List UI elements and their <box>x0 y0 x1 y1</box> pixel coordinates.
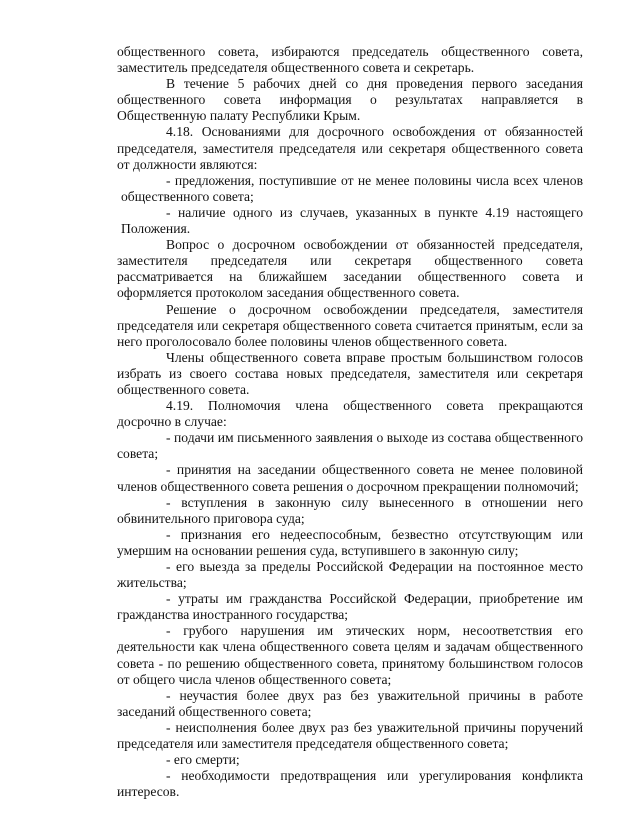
list-item: - подачи им письменного заявления о выходе из состава общественного совета; <box>117 430 583 462</box>
list-item: - неисполнения более двух раз без уважительной причины поручений председателя или заместителя председателя общественного совета; <box>117 719 583 752</box>
paragraph-section-4-19: 4.19. Полномочия члена общественного совета прекращаются досрочно в случае: <box>117 398 583 430</box>
paragraph-continuation: общественного совета, избираются председатель общественного совета, заместитель председателя общественного совета и секретарь. <box>117 44 583 76</box>
list-item: - признания его недееспособным, безвестно отсутствующим или умершим на основании решения суда, вступившего в законную силу; <box>117 526 583 558</box>
list-item: - вступления в законную силу вынесенного в отношении него обвинительного приговора суда; <box>117 494 583 526</box>
list-item: - предложения, поступившие от не менее половины числа всех членов общественного совета; <box>121 172 583 204</box>
document-page <box>117 44 583 800</box>
list-item: - необходимости предотвращения или урегулирования конфликта интересов. <box>117 768 583 800</box>
paragraph-first-meeting: В течение 5 рабочих дней со дня проведения первого заседания общественного совета информация о результатах направляется в Общественную палату Республики Крым. <box>117 76 583 124</box>
list-item: - его выезда за пределы Российской Федерации на постоянное место жительства; <box>117 559 583 591</box>
list-item: - неучастия более двух раз без уважительной причины в работе заседаний общественного совета; <box>117 687 583 719</box>
list-item: - его смерти; <box>166 752 240 768</box>
list-item: - грубого нарушения им этических норм, несоответствия его деятельности как члена общественного совета целям и задачам общественного совета - по решению общественного совета, принятому большинством голосов от общего числа членов общественного совета; <box>117 623 583 687</box>
list-item: - наличие одного из случаев, указанных в пункте 4.19 настоящего Положения. <box>121 204 583 237</box>
paragraph-release-decision: Решение о досрочном освобождении председателя, заместителя председателя или секретаря общественного совета считается принятым, если за него проголосовало более половины членов общественного совета. <box>117 301 583 349</box>
list-item: - принятия на заседании общественного совета не менее половиной членов общественного совета решения о досрочном прекращении полномочий; <box>117 462 583 494</box>
list-item: - утраты им гражданства Российской Федерации, приобретение им гражданства иностранного государства; <box>117 591 583 623</box>
paragraph-release-question: Вопрос о досрочном освобождении от обязанностей председателя, заместителя председателя или секретаря общественного совета рассматривается на ближайшем заседании общественного совета и оформляется протоколом заседания общественного совета. <box>117 237 583 301</box>
paragraph-section-4-18: 4.18. Основаниями для досрочного освобождения от обязанностей председателя, заместителя председателя или секретаря общественного совета от должности являются: <box>117 124 583 172</box>
paragraph-new-election: Члены общественного совета вправе простым большинством голосов избрать из своего состава новых председателя, заместителя или секретаря общественного совета. <box>117 349 583 397</box>
